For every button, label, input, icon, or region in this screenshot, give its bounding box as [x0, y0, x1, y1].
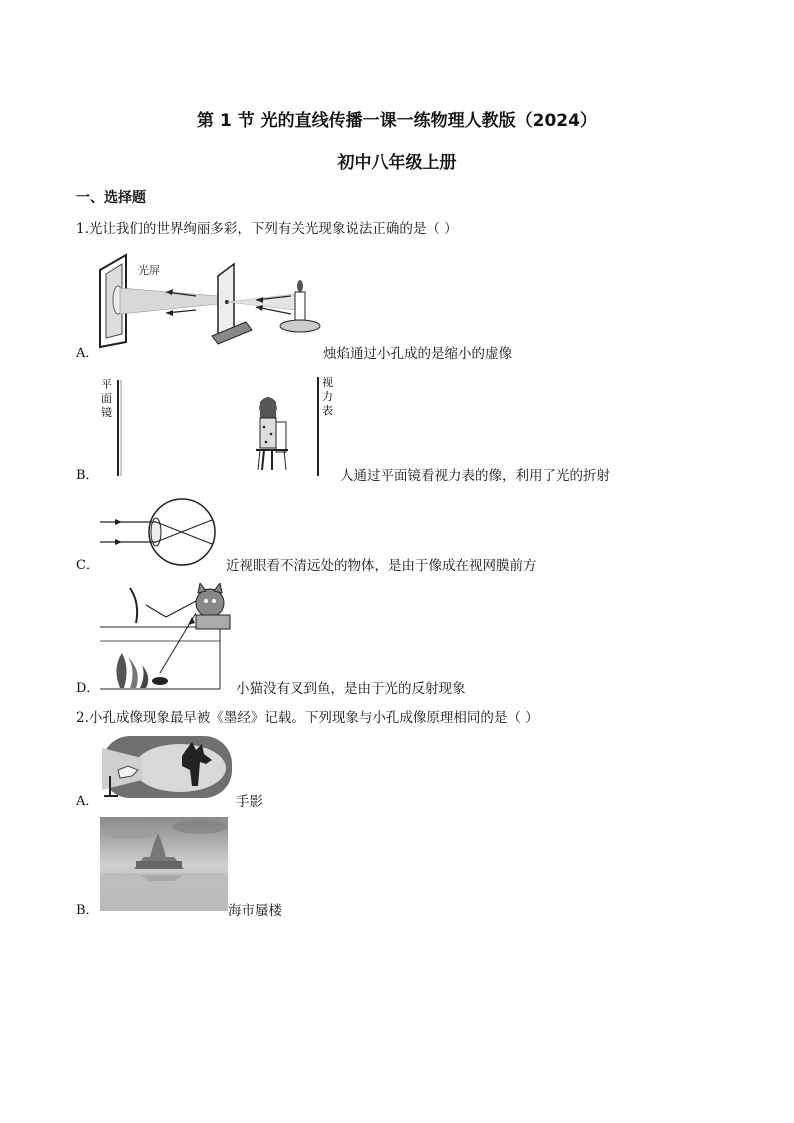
option-text: 烛焰通过小孔成的是缩小的虚像 [323, 346, 512, 362]
option-text: 小猫没有叉到鱼，是由于光的反射现象 [236, 681, 466, 697]
option-letter: D． [76, 681, 100, 696]
chart-label-1: 视 [322, 376, 333, 389]
mirror-label-1: 平 [101, 378, 112, 391]
option-text: 海市蜃楼 [228, 903, 282, 919]
option-letter: B． [76, 903, 99, 918]
question-2-option-a[interactable] [76, 736, 476, 808]
option-letter: B． [76, 468, 99, 483]
question-1-option-d[interactable] [76, 583, 776, 697]
option-text: 手影 [236, 794, 263, 810]
hand-shadow-figure [102, 736, 232, 798]
question-1-option-a[interactable] [76, 250, 776, 360]
pinhole-camera-figure [96, 250, 326, 350]
option-letter: C． [76, 558, 99, 573]
question-1-option-b[interactable] [76, 372, 776, 484]
chart-label-2: 力 [322, 390, 333, 403]
question-1-option-c[interactable] [76, 492, 776, 572]
light-screen-label: 光屏 [138, 264, 160, 277]
mirror-label-2: 面 [101, 392, 112, 405]
mirror-label-3: 镜 [101, 406, 112, 419]
question-2-option-b[interactable] [76, 817, 476, 919]
mirage-figure [100, 817, 228, 911]
cat-fish-figure [100, 583, 236, 691]
page-subtitle: 初中八年级上册 [337, 153, 457, 173]
question-2-stem: 2.小孔成像现象最早被《墨经》记载。下列现象与小孔成像原理相同的是（ ） [76, 710, 539, 726]
mirror-eye-chart-figure [96, 372, 336, 476]
chart-label-3: 表 [322, 404, 333, 417]
myopia-eye-figure [100, 492, 220, 570]
section-heading: 一、选择题 [76, 190, 146, 206]
question-1-stem: 1.光让我们的世界绚丽多彩，下列有关光现象说法正确的是（ ） [76, 221, 458, 237]
option-letter: A． [76, 346, 99, 361]
option-text: 近视眼看不清远处的物体，是由于像成在视网膜前方 [226, 558, 537, 574]
page-title: 第 1 节 光的直线传播一课一练物理人教版（2024） [197, 111, 597, 131]
option-text: 人通过平面镜看视力表的像，利用了光的折射 [340, 468, 610, 484]
option-letter: A． [76, 794, 99, 809]
